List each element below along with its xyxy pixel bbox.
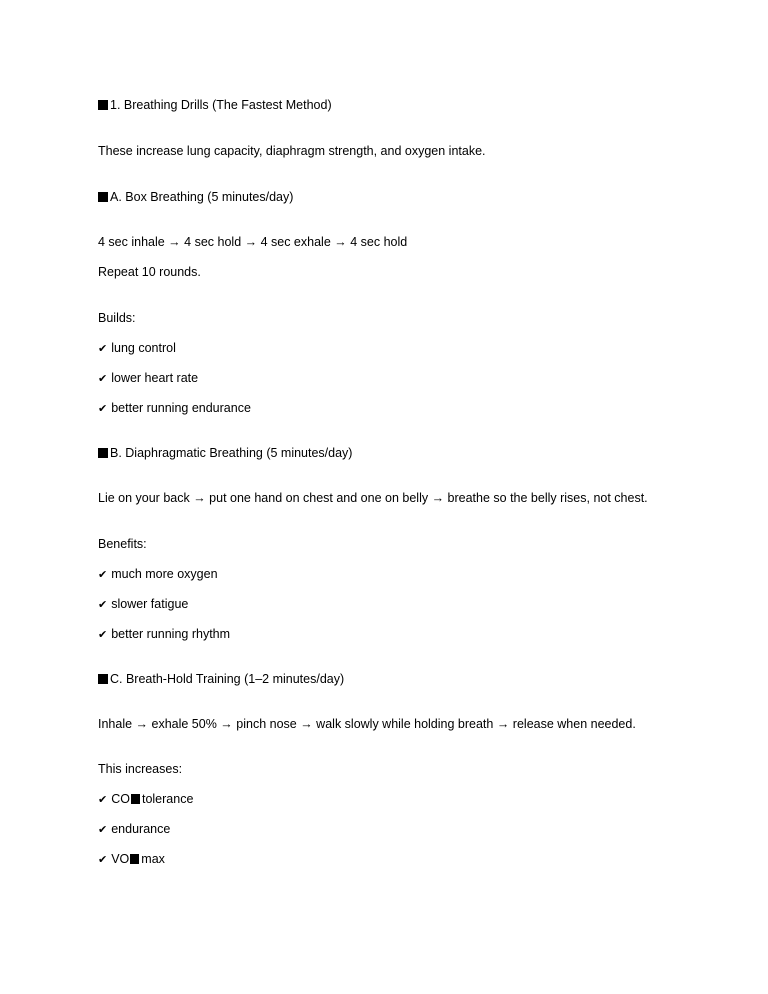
list-item: ✔ better running rhythm bbox=[98, 627, 231, 641]
check-icon: ✔ bbox=[98, 343, 108, 355]
missing-glyph-icon bbox=[98, 192, 108, 202]
instructions-a: 4 sec inhale → 4 sec hold → 4 sec exhale → 4 sec hold bbox=[98, 235, 408, 249]
check-icon: ✔ bbox=[98, 794, 108, 806]
list-item: ✔ lung control bbox=[98, 341, 176, 355]
list-item: ✔ much more oxygen bbox=[98, 567, 218, 581]
subsection-heading-a: A. Box Breathing (5 minutes/day) bbox=[98, 189, 293, 205]
intro-text: These increase lung capacity, diaphragm strength, and oxygen intake. bbox=[98, 144, 486, 158]
section-title: 1. Breathing Drills (The Fastest Method) bbox=[98, 97, 332, 113]
check-icon: ✔ bbox=[98, 403, 108, 415]
instructions-c: Inhale → exhale 50% → pinch nose → walk slowly while holding breath → release when needed. bbox=[98, 717, 636, 731]
repeat-text: Repeat 10 rounds. bbox=[98, 265, 201, 279]
list-label-a: Builds: bbox=[98, 311, 136, 325]
missing-glyph-icon bbox=[98, 100, 108, 110]
check-icon: ✔ bbox=[98, 569, 108, 581]
check-icon: ✔ bbox=[98, 854, 108, 866]
subsection-heading-c: C. Breath-Hold Training (1–2 minutes/day) bbox=[98, 671, 344, 687]
list-item: ✔ better running endurance bbox=[98, 401, 251, 415]
missing-glyph-icon bbox=[98, 674, 108, 684]
list-label-b: Benefits: bbox=[98, 537, 147, 551]
list-item: ✔ slower fatigue bbox=[98, 597, 189, 611]
list-item: ✔ VO max bbox=[98, 852, 165, 866]
instructions-b: Lie on your back → put one hand on chest and one on belly → breathe so the belly rises, not chest. bbox=[98, 491, 648, 505]
missing-glyph-icon bbox=[131, 794, 140, 804]
check-icon: ✔ bbox=[98, 599, 108, 611]
subsection-heading-b: B. Diaphragmatic Breathing (5 minutes/day) bbox=[98, 445, 352, 461]
list-item: ✔ CO tolerance bbox=[98, 792, 194, 806]
list-label-c: This increases: bbox=[98, 762, 183, 776]
check-icon: ✔ bbox=[98, 629, 108, 641]
list-item: ✔ lower heart rate bbox=[98, 371, 199, 385]
list-item: ✔ endurance bbox=[98, 822, 171, 836]
check-icon: ✔ bbox=[98, 824, 108, 836]
check-icon: ✔ bbox=[98, 373, 108, 385]
missing-glyph-icon bbox=[98, 448, 108, 458]
missing-glyph-icon bbox=[130, 854, 139, 864]
